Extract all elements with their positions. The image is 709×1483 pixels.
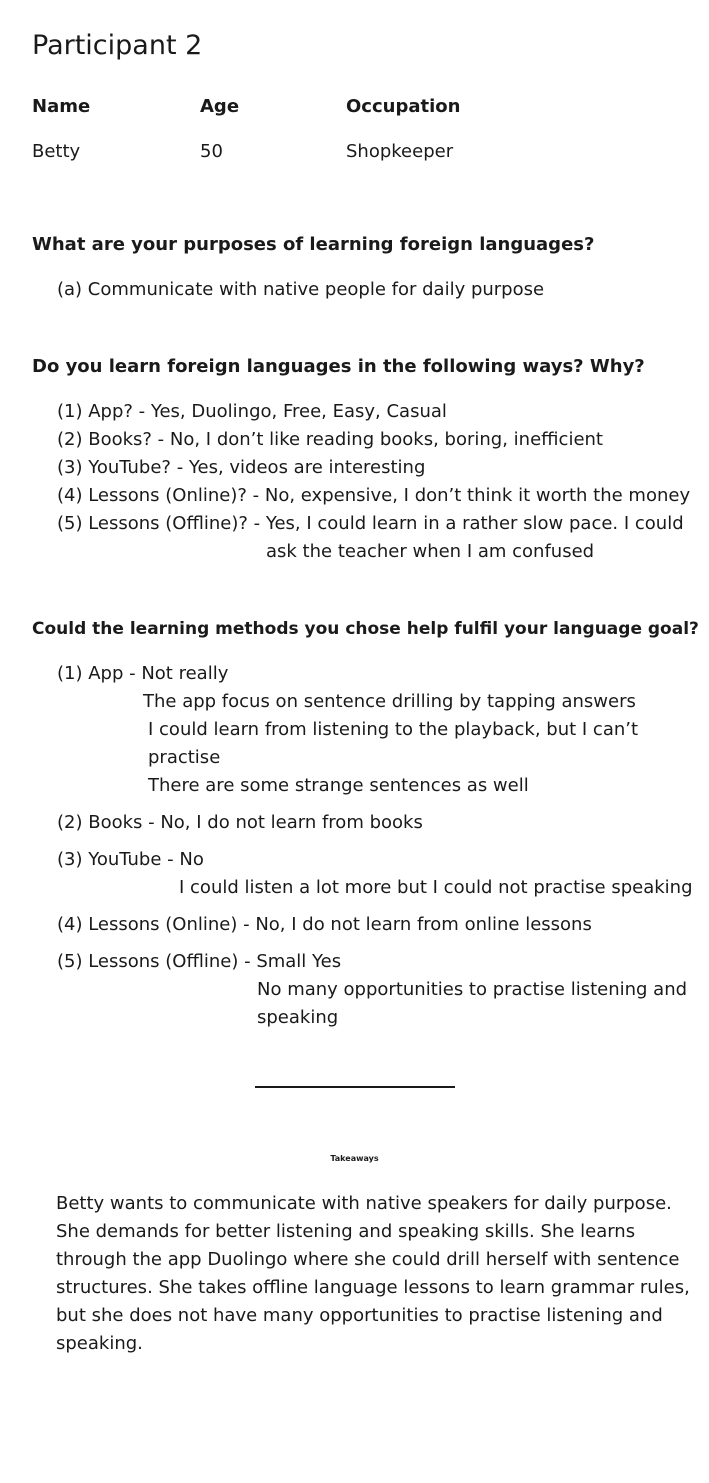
answer-item: (3) YouTube? - Yes, videos are interesting: [57, 457, 426, 478]
takeaways-line: speaking.: [56, 1333, 143, 1354]
method-detail: speaking: [257, 1007, 339, 1028]
question-heading: Could the learning methods you chose help fulfil your language goal?: [32, 619, 699, 639]
method-detail: There are some strange sentences as well: [148, 775, 529, 796]
method-detail: No many opportunities to practise listening and: [257, 979, 688, 1000]
section-divider: [255, 1086, 455, 1088]
method-offline-label: (5) Lessons (Offline) - Small Yes: [57, 951, 342, 972]
method-detail: practise: [148, 747, 221, 768]
method-youtube-label: (3) YouTube - No: [57, 849, 204, 870]
answer-item-continuation: ask the teacher when I am confused: [266, 541, 595, 562]
profile-occupation-value: Shopkeeper: [346, 141, 454, 162]
method-books-label: (2) Books - No, I do not learn from books: [57, 812, 423, 833]
answer-item: (1) App? - Yes, Duolingo, Free, Easy, Casual: [57, 401, 447, 422]
takeaways-line: through the app Duolingo where she could drill herself with sentence: [56, 1249, 680, 1270]
takeaways-line: but she does not have many opportunities to practise listening and: [56, 1305, 663, 1326]
takeaways-line: Betty wants to communicate with native speakers for daily purpose.: [56, 1193, 672, 1214]
takeaways-line: She demands for better listening and speaking skills. She learns: [56, 1221, 636, 1242]
profile-age-value: 50: [200, 141, 223, 162]
method-detail: I could listen a lot more but I could not practise speaking: [179, 877, 693, 898]
method-detail: The app focus on sentence drilling by tapping answers: [143, 691, 636, 712]
column-header-age: Age: [200, 96, 240, 117]
answer-item: (a) Communicate with native people for daily purpose: [57, 279, 545, 300]
takeaways-heading: Takeaways: [330, 1154, 379, 1163]
method-detail: I could learn from listening to the playback, but I can’t: [148, 719, 639, 740]
answer-item: (2) Books? - No, I don’t like reading books, boring, inefficient: [57, 429, 603, 450]
page-title: Participant 2: [32, 30, 203, 61]
answer-item: (5) Lessons (Offline)? - Yes, I could learn in a rather slow pace. I could: [57, 513, 684, 534]
answer-item: (4) Lessons (Online)? - No, expensive, I don’t think it worth the money: [57, 485, 691, 506]
question-heading: What are your purposes of learning foreign languages?: [32, 234, 595, 255]
column-header-occupation: Occupation: [346, 96, 461, 117]
column-header-name: Name: [32, 96, 91, 117]
method-app-label: (1) App - Not really: [57, 663, 229, 684]
question-heading: Do you learn foreign languages in the following ways? Why?: [32, 356, 645, 377]
profile-name-value: Betty: [32, 141, 81, 162]
takeaways-line: structures. She takes offline language lessons to learn grammar rules,: [56, 1277, 690, 1298]
method-online-label: (4) Lessons (Online) - No, I do not learn from online lessons: [57, 914, 592, 935]
